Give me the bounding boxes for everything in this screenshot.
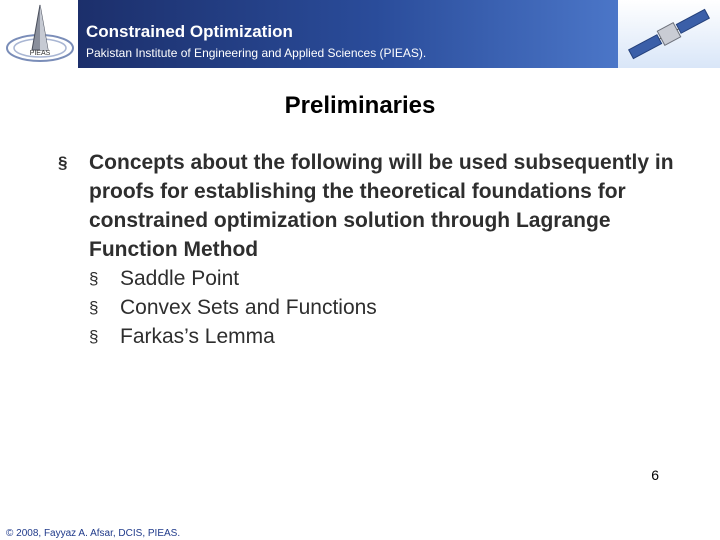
svg-text:PIEAS: PIEAS [29,50,51,57]
sub-bullet [89,293,678,322]
sub-bullet-text: Convex Sets and Functions [120,296,377,319]
header [0,0,720,68]
main-bullet [58,148,678,264]
bullet-marker: § [89,327,99,346]
pieas-logo [4,2,76,66]
slide-title: Preliminaries [284,92,436,119]
course-title: Constrained Optimization [86,22,293,41]
sub-bullet-text: Farkas’s Lemma [120,325,275,348]
sub-bullet [89,264,678,293]
sub-bullet-text: Saddle Point [120,267,240,290]
institute-name: Pakistan Institute of Engineering and Applied Sciences (PIEAS). [86,46,427,60]
bullet-marker: § [89,298,99,317]
copyright-footer: © 2008, Fayyaz A. Afsar, DCIS, PIEAS. [6,528,181,539]
header-banner [78,0,618,68]
bullet-marker: § [58,153,68,172]
bullet-marker: § [89,269,99,288]
satellite-image [618,0,720,68]
sub-bullet [89,322,678,351]
main-bullet-text: Concepts about the following will be used subsequently in proofs for establishing the theoretical foundations for constrained optimization solution through Lagrange Function Method [89,151,674,261]
page-number: 6 [651,467,659,483]
bullet-list [58,148,678,351]
